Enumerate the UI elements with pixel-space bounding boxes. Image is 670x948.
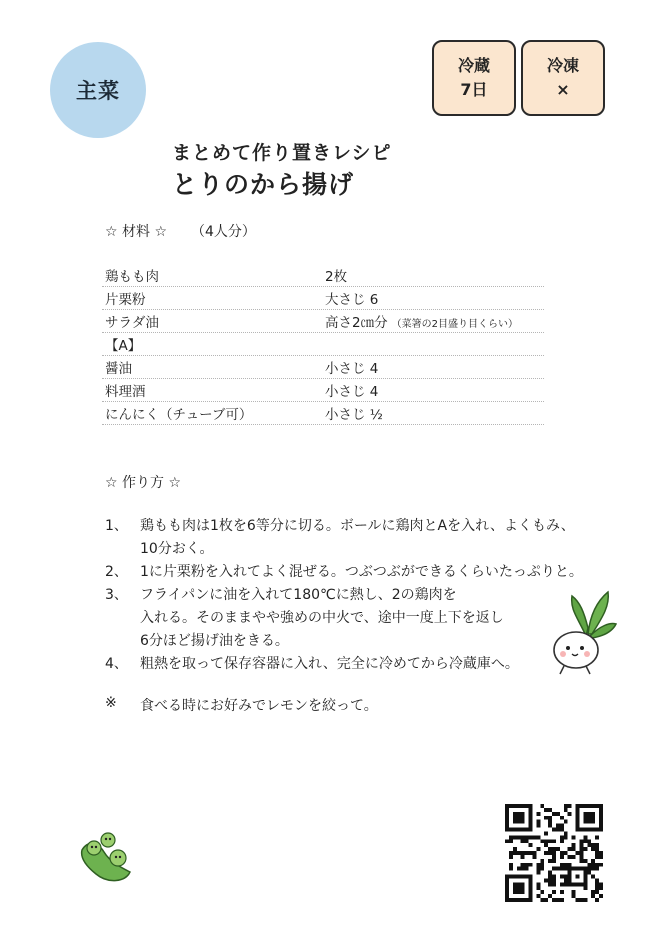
serving-note: [105, 695, 378, 715]
ingredients-heading: [105, 221, 256, 241]
ingredient-group-label: 【A】: [105, 338, 142, 354]
step-item: [105, 515, 600, 561]
step-item: [105, 561, 600, 584]
recipe-title: とりのから揚げ: [172, 170, 355, 199]
fridge-label: 冷蔵: [457, 56, 490, 75]
step-text: [140, 515, 600, 561]
step-line: 6分ほど揚げ油をきる。: [140, 633, 289, 649]
ingredient-amount: 高さ2㎝分: [325, 315, 388, 331]
category-label: 主菜: [76, 79, 120, 103]
step-line: 入れる。そのままやや強めの中火で、途中一度上下を返し: [140, 610, 504, 626]
ingredient-name: にんにく（チューブ可）: [105, 407, 253, 423]
recipe-subtitle: まとめて作り置きレシピ: [172, 142, 392, 164]
ingredient-amount: 小さじ 4: [325, 361, 379, 377]
category-badge: [50, 42, 146, 138]
step-item: [105, 653, 600, 676]
ingredient-name: サラダ油: [105, 315, 159, 331]
ingredient-amount: 大さじ 6: [325, 292, 379, 308]
ingredient-amount-wrap: [325, 311, 544, 331]
qr-code[interactable]: [505, 804, 603, 902]
freezer-value: ×: [556, 80, 570, 99]
ingredients-heading-label: ☆ 材料 ☆: [105, 224, 168, 240]
step-number: 2、: [105, 564, 128, 580]
freezer-storage-box: [521, 40, 605, 116]
ingredient-row: [102, 379, 544, 402]
step-text: [140, 561, 600, 584]
step-text: [140, 584, 600, 653]
step-number: 1、: [105, 518, 128, 534]
note-text: 食べる時にお好みでレモンを絞って。: [140, 698, 378, 714]
ingredient-name: 片栗粉: [105, 292, 146, 308]
step-item: [105, 584, 600, 653]
ingredient-name: 醤油: [105, 361, 132, 377]
step-text: [140, 653, 600, 676]
turnip-mascot-icon: [548, 588, 618, 678]
ingredients-table: [102, 264, 544, 425]
step-line: 10分おく。: [140, 541, 214, 557]
step-number: 4、: [105, 656, 128, 672]
ingredient-row: [102, 356, 544, 379]
fridge-storage-box: [432, 40, 516, 116]
step-line: 1に片栗粉を入れてよく混ぜる。つぶつぶができるくらいたっぷりと。: [140, 564, 583, 580]
step-line: 鶏もも肉は1枚を6等分に切る。ボールに鶏肉とAを入れ、よくもみ、: [140, 518, 575, 534]
steps-list: [105, 515, 600, 676]
ingredient-row: [102, 310, 544, 333]
step-number: 3、: [105, 587, 128, 603]
step-line: 粗熱を取って保存容器に入れ、完全に冷めてから冷蔵庫へ。: [140, 656, 519, 672]
ingredient-name: 料理酒: [105, 384, 146, 400]
ingredient-name: 鶏もも肉: [105, 269, 159, 285]
ingredient-amount: 2枚: [325, 269, 348, 285]
ingredient-row: [102, 287, 544, 310]
ingredient-row: [102, 264, 544, 287]
ingredient-amount: 小さじ ½: [325, 407, 383, 423]
servings-label: （4人分）: [191, 224, 256, 240]
fridge-value: 7日: [460, 80, 488, 99]
note-mark: ※: [105, 695, 117, 711]
steps-heading: ☆ 作り方 ☆: [105, 475, 182, 491]
bean-mascots-icon: [78, 828, 138, 888]
ingredient-note: （菜箸の2目盛り目くらい）: [391, 319, 518, 330]
step-line: フライパンに油を入れて180℃に熱し、2の鶏肉を: [140, 587, 457, 603]
ingredient-row: [102, 333, 544, 356]
ingredient-amount: 小さじ 4: [325, 384, 379, 400]
ingredient-row: [102, 402, 544, 425]
freezer-label: 冷凍: [546, 56, 579, 75]
